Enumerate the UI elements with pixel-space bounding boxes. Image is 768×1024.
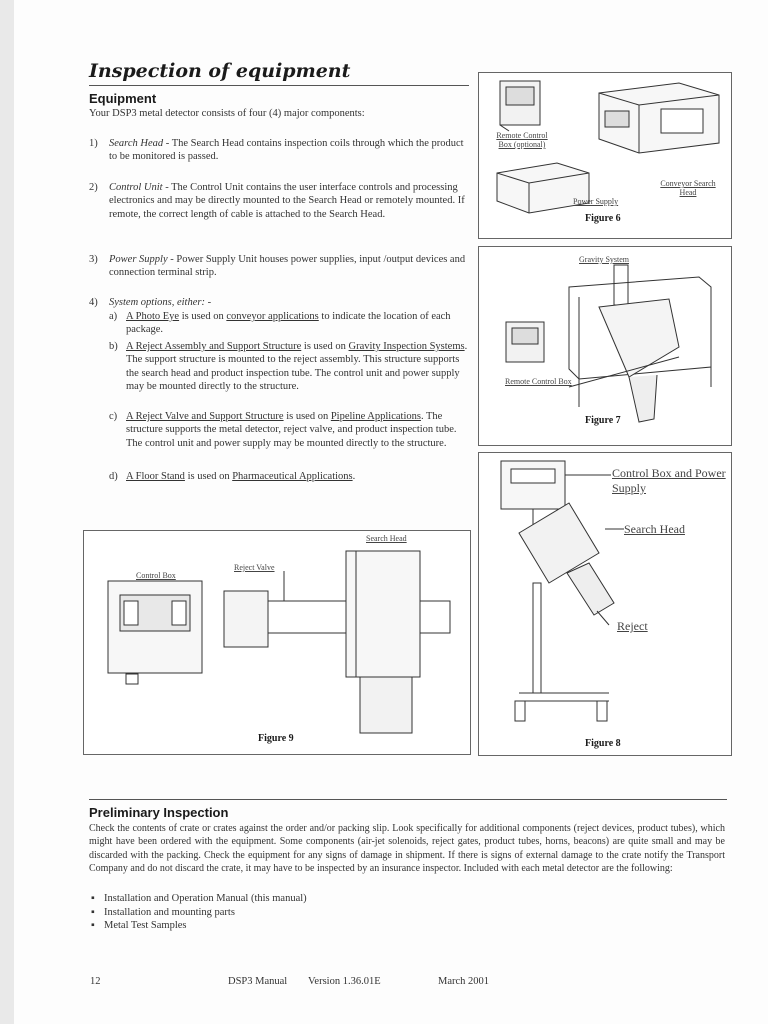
caption-search-head-9: Search Head — [366, 534, 407, 543]
link-reject-assembly[interactable]: A Reject Assembly and Support Structure — [126, 341, 302, 352]
caption-control-box-power-supply: Control Box and Power Supply — [612, 466, 726, 495]
figure-9 — [83, 530, 471, 755]
equipment-heading: Equipment — [89, 91, 157, 106]
link-pharmaceutical-applications[interactable]: Pharmaceutical Applications — [232, 471, 353, 482]
link-floor-stand[interactable]: A Floor Stand — [126, 471, 185, 482]
figure-8-drawing-icon — [479, 453, 733, 757]
footer-version: Version 1.36.01E — [308, 976, 381, 987]
link-conveyor-applications[interactable]: conveyor applications — [226, 311, 319, 322]
caption-power-supply: Power Supply — [573, 197, 619, 206]
caption-control-box: Control Box — [136, 571, 176, 580]
caption-reject-valve: Reject Valve — [234, 563, 275, 572]
link-pipeline-applications[interactable]: Pipeline Applications — [330, 411, 421, 422]
list-item: ▪ Metal Test Samples — [89, 919, 307, 933]
figure-8 — [478, 452, 732, 756]
caption-conveyor-search-head: Conveyor Search Head — [660, 179, 716, 197]
footer-page-number: 12 — [90, 976, 101, 987]
figure-9-label: Figure 9 — [258, 733, 294, 744]
list-item: ▪ Installation and Operation Manual (this manual) — [89, 892, 307, 906]
equipment-intro: Your DSP3 metal detector consists of four (4) major components: — [89, 108, 365, 119]
preliminary-rule — [89, 799, 727, 800]
figure-7 — [478, 246, 732, 446]
footer-date: March 2001 — [438, 976, 490, 987]
figure-7-label: Figure 7 — [585, 415, 621, 426]
caption-remote-control-box: Remote Control Box (optional) — [496, 131, 548, 149]
footer-manual: DSP3 Manual — [228, 976, 288, 987]
figure-9-drawing-icon — [84, 531, 472, 756]
preliminary-text: Check the contents of crate or crates against the order and/or packing slip. Look specifically for additional components (reject devices, product tubes), which might have been ordered with the equipment. Some components (air-jet solenoids, reject gates, product tubes, horns, beacons) are quite small and may be discarded with the packing. Check the equipment for any signs of damage in shipment. If there is signs of external damage to the crate notify the Transport Company and do not discard the crate, it may have to be inspected by an insurance inspector. Included with each metal detector are the following: — [89, 823, 725, 874]
figure-6-label: Figure 6 — [585, 213, 621, 224]
figure-6 — [478, 72, 732, 239]
figure-8-label: Figure 8 — [585, 738, 621, 749]
caption-reject: Reject — [617, 619, 648, 633]
manual-page: Inspection of equipment Equipment Your DSP3 metal detector consists of four (4) major components: 1) Search Head - The Search Head contains inspection coils through which the product to be monitored is passed. 2) Control Unit - The Control Unit contains the user interface controls and processing electronics and may be directly mounted to the Search Head or remotely mounted. If remote, the correct length of cable is attached to the Search Head. 3) Power Supply - Power Supply Unit houses power supplies, input /output devices and connection terminal strip. 4) System options, either: - a) A Photo Eye is used on conveyor applications to indicate the location of each package. b) A Reject Assembly and Support Structure is used on Gravity Inspection Systems. The support structure is mounted to the reject assembly. This structure supports the search head and product inspection tube. The control unit and power supply may be mounted directly to the structure. c) A Reject Valve and Support Structure is used on Pipeline Applications. The structure supports the metal detector, reject valve, and product inspection tube. The control unit and power supply may be mounted directly to the structure. d) A Floor Stand is used on Pharmaceutical Applications. Remote Control Box (optional) Power Supply Conveyor Search Head Figure 6 Gravity System Remote Control Box Figure 7 Control Box and Power Supply Search Head Reject Figure 8 Search Head Control Box Reject Valve Figure 9 Preliminary Inspection Check the contents of crate or crates against the order and/or packing slip. Look specifically for additional components (reject devices, product tubes), which might have been ordered with the equipment. Some components (air-jet solenoids, reject gates, product tubes, horns, beacons) are quite small and may be discarded with the packing. Check the equipment for any signs of damage in shipment. If there is signs of external damage to the crate notify the Transport Company and do not discard the crate, it may have to be inspected by an insurance inspector. Included with each metal detector are the following: ▪ Installation and Operation Manual (this manual) ▪ Installation and mounting parts ▪ Metal Test Samples 12 DSP3 Manual Version 1.36.01E March 2001 — [14, 0, 768, 1024]
caption-remote-control-box-7: Remote Control Box — [505, 377, 572, 386]
link-gravity-inspection[interactable]: Gravity Inspection Systems — [348, 341, 465, 352]
link-reject-valve[interactable]: A Reject Valve and Support Structure — [126, 411, 284, 422]
caption-gravity-system: Gravity System — [579, 255, 629, 264]
page-title: Inspection of equipment — [89, 60, 351, 82]
title-rule — [89, 85, 469, 86]
preliminary-heading: Preliminary Inspection — [89, 805, 229, 820]
link-photo-eye[interactable]: A Photo Eye — [126, 311, 180, 322]
list-item: ▪ Installation and mounting parts — [89, 906, 307, 920]
caption-search-head-8: Search Head — [624, 522, 685, 536]
included-items-list — [89, 892, 307, 933]
